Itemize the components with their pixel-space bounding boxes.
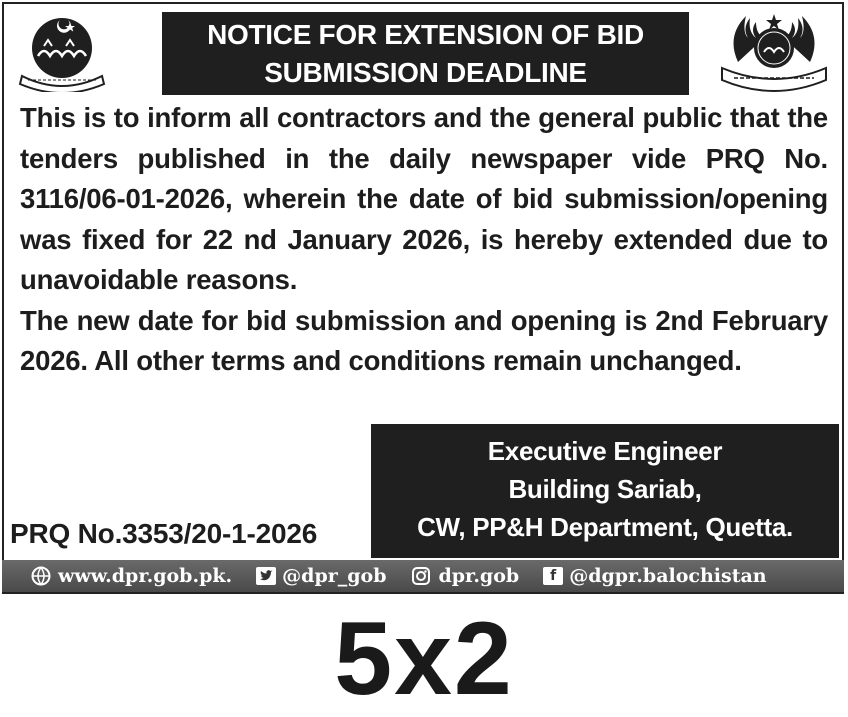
footer-instagram[interactable] (410, 565, 519, 587)
notice-title-line-2: SUBMISSION DEADLINE (264, 56, 587, 88)
notice-title-line-1: NOTICE FOR EXTENSION OF BID (207, 18, 644, 50)
facebook-icon: f (543, 567, 563, 585)
footer-website-text: www.dpr.gob.pk. (58, 565, 233, 587)
footer-twitter[interactable] (256, 565, 386, 587)
instagram-icon (410, 566, 432, 586)
footer-instagram-text: dpr.gob (438, 565, 520, 587)
notice-paragraph-2: The new date for bid submission and opening is 2nd February 2026. All other terms and conditions remain unchanged. (20, 304, 828, 376)
notice-title-box (162, 12, 689, 95)
notice-body (20, 98, 828, 382)
signatory-box (371, 424, 839, 558)
globe-icon (30, 566, 52, 586)
balochistan-seal-icon (718, 10, 830, 94)
government-of-balochistan-emblem-icon (14, 12, 110, 92)
footer-website[interactable] (30, 565, 232, 587)
prq-number: PRQ No.3353/20-1-2026 (10, 518, 318, 549)
footer-facebook-text: @dgpr.balochistan (569, 565, 767, 587)
notice-paragraph-1: This is to inform all contractors and the general public that the tenders published in the daily newspaper vide PRQ No. 3116/06-01-2026, wherein the date of bid submission/opening was fixed for 22 nd January 2026, is hereby extended due to unavoidable reasons. (20, 102, 828, 295)
signatory-department: CW, PP&H Department, Quetta. (417, 512, 793, 542)
footer-twitter-text: @dpr_gob (282, 565, 387, 587)
signatory-office: Building Sariab, (508, 474, 702, 504)
signatory-title: Executive Engineer (487, 436, 723, 466)
footer-bar (2, 560, 844, 592)
twitter-icon (256, 567, 276, 585)
footer-facebook[interactable] (543, 565, 766, 587)
ad-size-label: 5x2 (334, 601, 514, 717)
